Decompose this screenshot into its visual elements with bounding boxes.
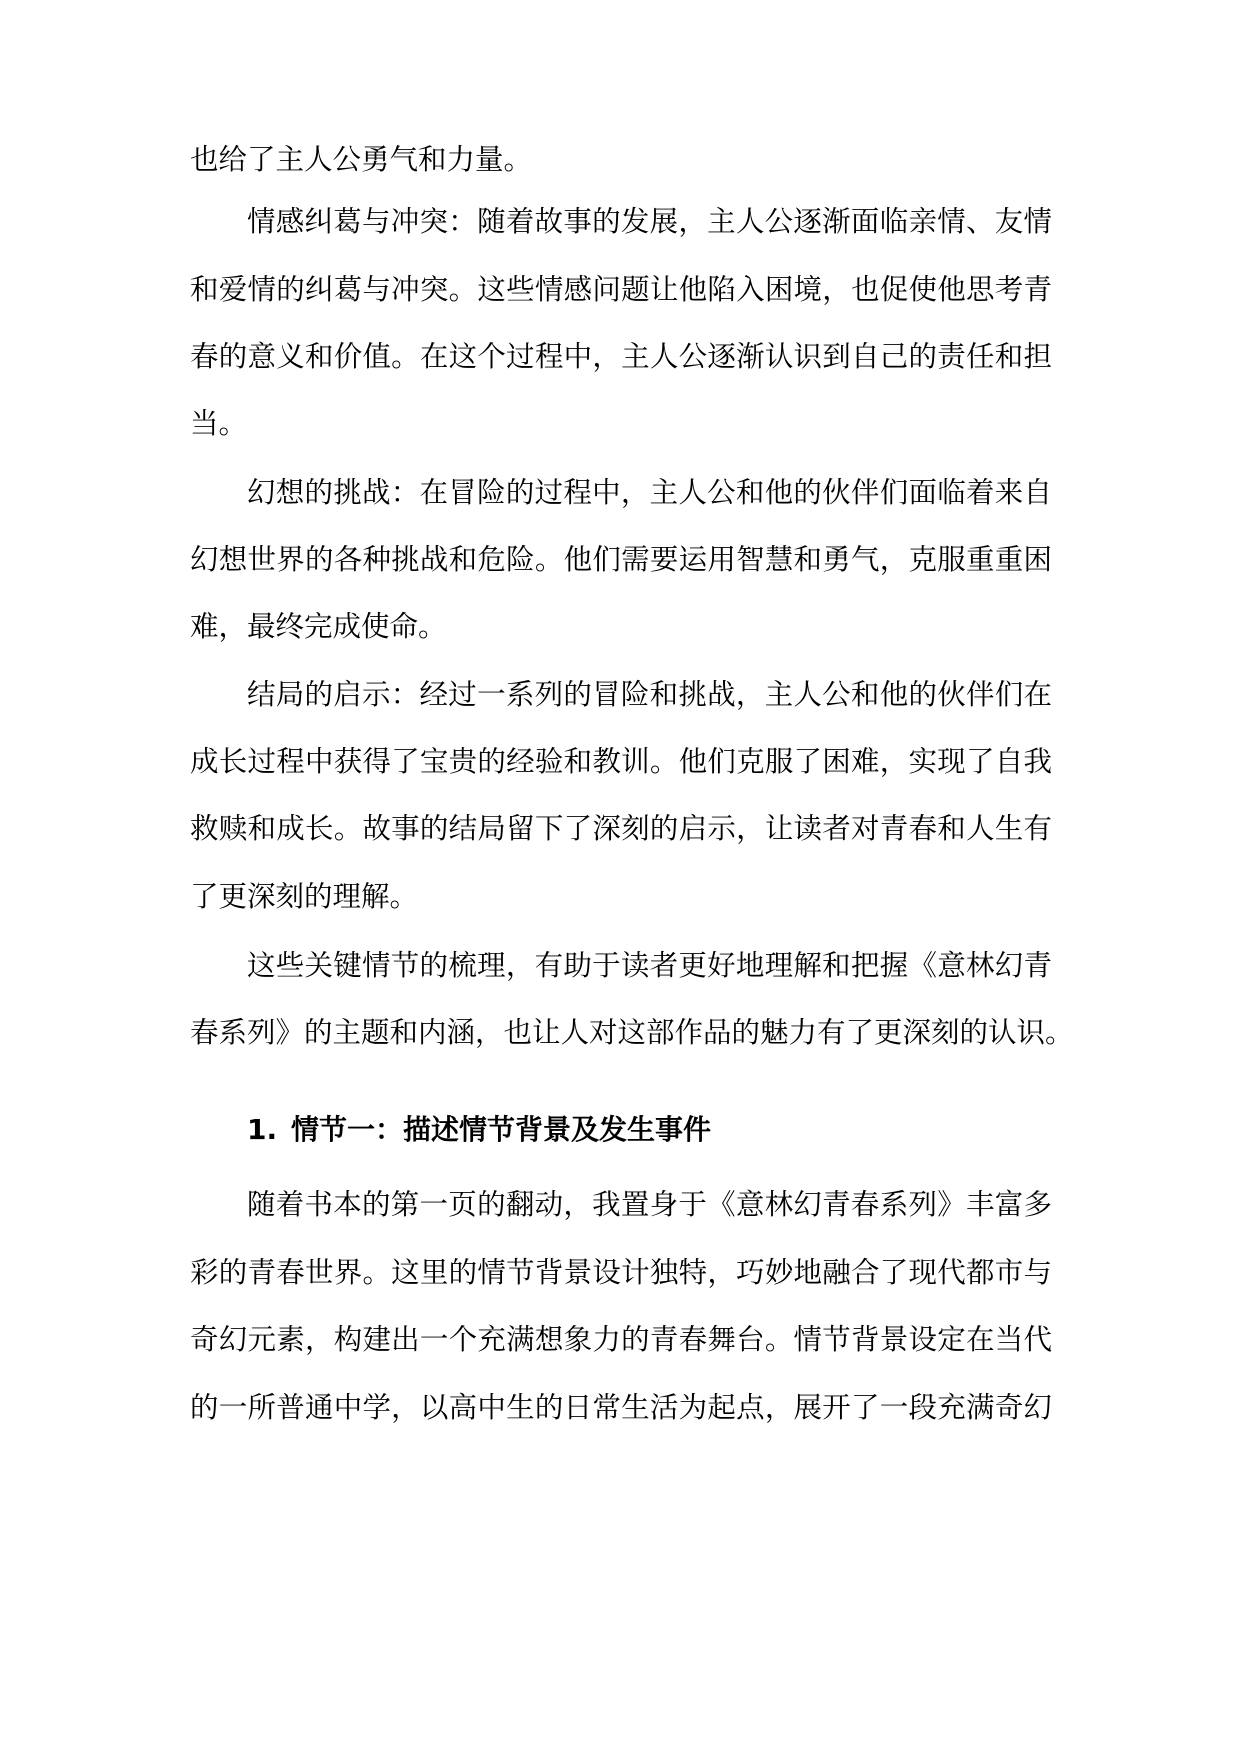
paragraph-first-line: 情感纠葛与冲突：随着故事的发展，主人公逐渐面临亲情、友情 — [247, 205, 1052, 238]
text-line: 春的意义和价值。在这个过程中，主人公逐渐认识到自己的责任和担 — [190, 340, 1052, 373]
text-line: 春系列》的主题和内涵，也让人对这部作品的魅力有了更深刻的认识。 — [190, 1016, 1074, 1049]
section-heading-text: 情节一：描述情节背景及发生事件 — [291, 1113, 712, 1146]
paragraph-first-line: 随着书本的第一页的翻动，我置身于《意林幻青春系列》丰富多 — [247, 1188, 1052, 1221]
text-line: 和爱情的纠葛与冲突。这些情感问题让他陷入困境，也促使他思考青 — [190, 273, 1052, 306]
text-line: 奇幻元素，构建出一个充满想象力的青春舞台。情节背景设定在当代 — [190, 1323, 1052, 1356]
section-heading — [247, 1110, 711, 1150]
text-line: 难，最终完成使命。 — [190, 610, 447, 643]
paragraph-first-line: 幻想的挑战：在冒险的过程中，主人公和他的伙伴们面临着来自 — [247, 476, 1052, 509]
paragraph-first-line: 这些关键情节的梳理，有助于读者更好地理解和把握《意林幻青 — [247, 949, 1052, 982]
text-line: 的一所普通中学，以高中生的日常生活为起点，展开了一段充满奇幻 — [190, 1391, 1052, 1424]
text-line: 救赎和成长。故事的结局留下了深刻的启示，让读者对青春和人生有 — [190, 812, 1052, 845]
text-line: 了更深刻的理解。 — [190, 880, 419, 913]
text-line: 彩的青春世界。这里的情节背景设计独特，巧妙地融合了现代都市与 — [190, 1256, 1052, 1289]
text-line: 成长过程中获得了宝贵的经验和教训。他们克服了困难，实现了自我 — [190, 745, 1052, 778]
text-line: 也给了主人公勇气和力量。 — [190, 143, 533, 176]
text-line: 当。 — [190, 407, 248, 440]
section-heading-number: 1. — [247, 1113, 278, 1146]
text-line: 幻想世界的各种挑战和危险。他们需要运用智慧和勇气，克服重重困 — [190, 543, 1052, 576]
paragraph-first-line: 结局的启示：经过一系列的冒险和挑战，主人公和他的伙伴们在 — [247, 678, 1052, 711]
